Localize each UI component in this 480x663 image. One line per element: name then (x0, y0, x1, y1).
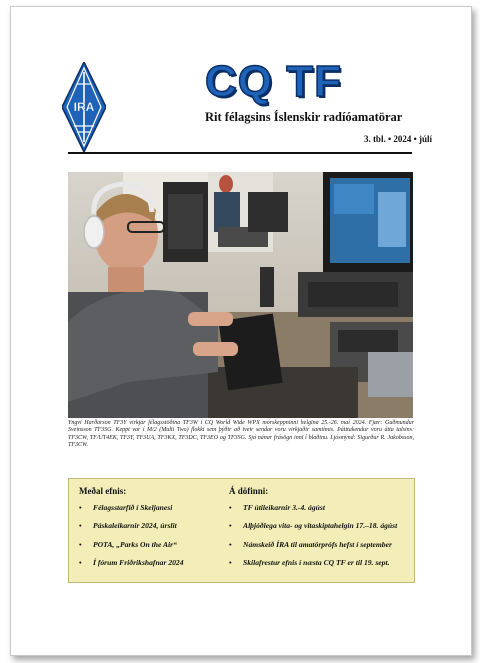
bullet: • (79, 558, 82, 568)
photo-caption: Yngvi Harðarson TF3Y virkjar félagsstöðina TF3W í CQ World Wide WPX morskeppninni helgina 25.-26. maí 2024. Fjær: Guðmundur Sveinsson TF3SG. Keppt var í M/2 (Multi Two) flokki sem þýðir að tveir sendar voru virkjaðir samtímis. Þátttakendur voru átta talsins: TF3CW, TF/UT4EK, TF3Y, TF3UA, TF3KX, TF3DC, TF3EO og TF3SG. Sjá nánar frásögn inni í blaðinu. Ljósmynd: Sigurður R. Jakobsson, TF3CW. (68, 420, 414, 449)
upcoming-heading: Á döfinni: (229, 486, 269, 496)
list-item: • Páskaleikarnir 2024, úrslit (79, 521, 177, 531)
bullet: • (229, 558, 232, 568)
bullet: • (229, 503, 232, 512)
list-item: • POTA, „Parks On the Air“ (79, 539, 177, 549)
bullet: • (229, 539, 232, 549)
list-item: • TF útileikarnir 3.-4. ágúst (229, 503, 325, 512)
issue-line: 3. tbl. • 2024 • júlí (363, 134, 432, 144)
in-this-issue-heading: Meðal efnis: (79, 486, 127, 496)
logo-text: IRA (73, 100, 95, 114)
magazine-subtitle: Rit félagsins Íslenskir radíóamatörar (205, 110, 403, 124)
magazine-title: CQ TF (205, 57, 342, 106)
upcoming-list (229, 503, 397, 577)
contents-box (68, 478, 415, 583)
list-item: • Í fórum Friðrikshafnar 2024 (79, 558, 184, 568)
masthead-rule (68, 152, 412, 154)
cover-photo (68, 172, 413, 418)
list-item: • Alþjóðlega vita- og vitaskiptahelgin 17.–18. ágúst (229, 521, 398, 531)
list-item: • Félagsstarfið í Skeljanesi (79, 503, 173, 512)
list-item: • Skilafrestur efnis í næsta CQ TF er til 19. sept. (229, 558, 390, 568)
in-this-issue-list (79, 503, 184, 577)
ira-logo (62, 62, 106, 152)
bullet: • (79, 503, 82, 512)
list-item: • Námskeið ÍRA til amatörprófs hefst í september (229, 539, 392, 549)
bullet: • (79, 539, 82, 549)
bullet: • (79, 521, 82, 531)
bullet: • (229, 521, 232, 531)
